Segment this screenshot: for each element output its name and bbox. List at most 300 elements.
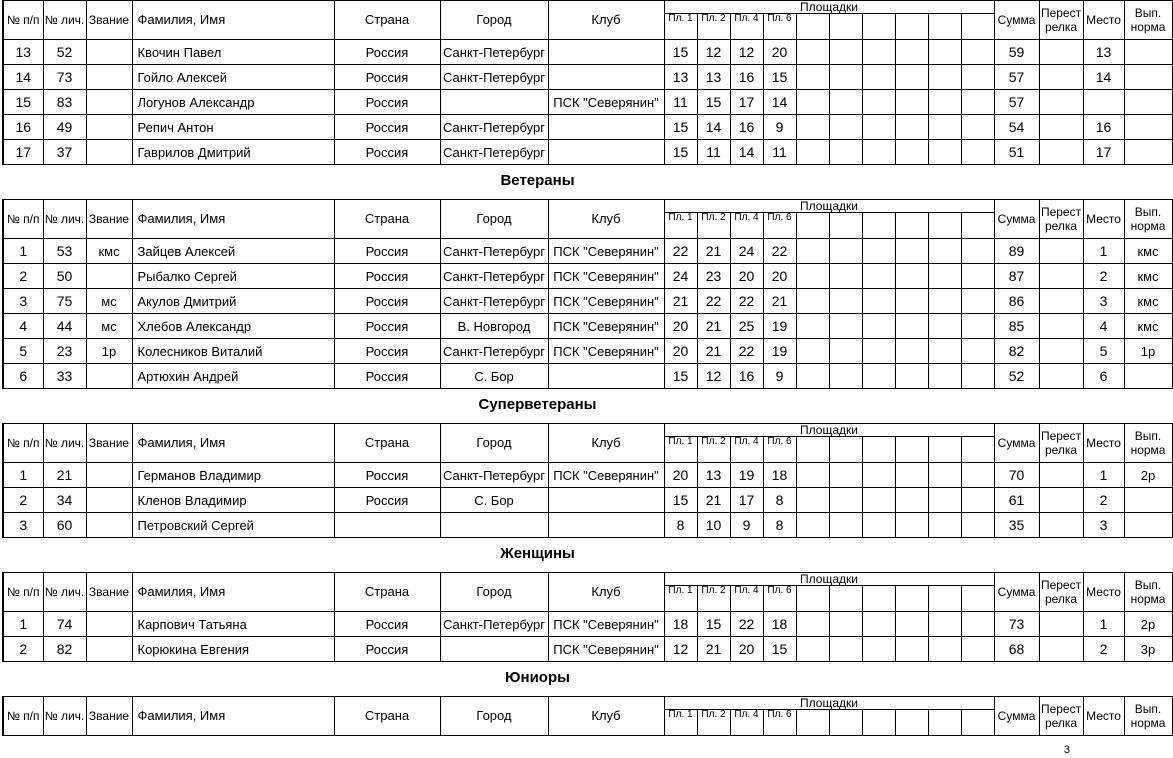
row-place: 17 [1083, 140, 1124, 165]
row-score-empty [895, 264, 928, 289]
row-score-empty [961, 289, 994, 314]
row-num: 17 [3, 140, 43, 165]
row-score-empty [928, 339, 961, 364]
row-city [440, 637, 548, 662]
header-area-col: Пл. 1 [664, 437, 697, 463]
header-club: Клуб [548, 200, 664, 239]
row-place: 6 [1083, 364, 1124, 389]
header-area-col [862, 586, 895, 612]
table-row [3, 314, 1172, 339]
row-score-empty [961, 140, 994, 165]
row-rank [86, 90, 132, 115]
row-score-empty [928, 513, 961, 538]
header-norm: Вып. норма [1124, 573, 1172, 612]
row-reshoot [1039, 488, 1083, 513]
header-place: Место [1083, 697, 1124, 736]
header-area-col: Пл. 1 [664, 213, 697, 239]
row-sum: 87 [994, 264, 1039, 289]
row-sum: 35 [994, 513, 1039, 538]
table-header [3, 200, 1172, 213]
row-place: 1 [1083, 612, 1124, 637]
header-num: № п/п [3, 1, 43, 40]
header-area-col: Пл. 2 [697, 710, 730, 736]
row-score: 16 [730, 65, 763, 90]
table-row [3, 140, 1172, 165]
header-club: Клуб [548, 697, 664, 736]
header-reshoot: Перестрелка [1039, 573, 1083, 612]
row-reshoot [1039, 264, 1083, 289]
row-norm [1124, 140, 1172, 165]
row-num: 3 [3, 513, 43, 538]
row-num: 5 [3, 339, 43, 364]
row-score: 21 [697, 637, 730, 662]
row-club [548, 513, 664, 538]
row-score-empty [829, 289, 862, 314]
row-score-empty [862, 612, 895, 637]
table-header [3, 697, 1172, 710]
header-club: Клуб [548, 573, 664, 612]
row-score-empty [895, 90, 928, 115]
header-area-col [928, 586, 961, 612]
row-score: 19 [763, 314, 796, 339]
row-score: 24 [664, 264, 697, 289]
row-score: 18 [763, 463, 796, 488]
header-area-col: Пл. 2 [697, 213, 730, 239]
row-score-empty [829, 115, 862, 140]
row-score-empty [928, 90, 961, 115]
row-country: Россия [334, 364, 440, 389]
row-norm: 1р [1124, 339, 1172, 364]
header-area-col: Пл. 2 [697, 586, 730, 612]
row-club: ПСК "Северянин" [548, 264, 664, 289]
row-city: Санкт-Петербург [440, 65, 548, 90]
row-score-empty [928, 115, 961, 140]
row-score-empty [829, 637, 862, 662]
row-lic: 82 [43, 637, 86, 662]
table-header [3, 573, 1172, 586]
row-sum: 52 [994, 364, 1039, 389]
row-rank [86, 637, 132, 662]
header-name: Фамилия, Имя [132, 573, 334, 612]
row-score: 20 [730, 637, 763, 662]
row-score-empty [928, 314, 961, 339]
header-rank: Звание [86, 697, 132, 736]
table-header [3, 424, 1172, 437]
row-score-empty [862, 314, 895, 339]
row-score: 13 [697, 65, 730, 90]
row-score-empty [829, 364, 862, 389]
row-reshoot [1039, 339, 1083, 364]
header-area-col [829, 437, 862, 463]
header-rank: Звание [86, 200, 132, 239]
row-score-empty [895, 65, 928, 90]
row-score-empty [829, 90, 862, 115]
header-lic: № лич. [43, 1, 86, 40]
row-sum: 82 [994, 339, 1039, 364]
row-rank: мс [86, 314, 132, 339]
row-score: 9 [763, 115, 796, 140]
row-name: Кленов Владимир [132, 488, 334, 513]
header-area-col [928, 14, 961, 40]
row-place: 3 [1083, 289, 1124, 314]
results-table [2, 572, 1173, 662]
row-name: Корюкина Евгения [132, 637, 334, 662]
row-city: Санкт-Петербург [440, 289, 548, 314]
row-norm [1124, 488, 1172, 513]
row-num: 1 [3, 612, 43, 637]
row-lic: 53 [43, 239, 86, 264]
row-norm [1124, 115, 1172, 140]
row-score-empty [961, 40, 994, 65]
table-row [3, 264, 1172, 289]
row-city: Санкт-Петербург [440, 239, 548, 264]
row-club [548, 65, 664, 90]
header-country: Страна [334, 424, 440, 463]
table-row [3, 40, 1172, 65]
row-score-empty [928, 364, 961, 389]
row-reshoot [1039, 239, 1083, 264]
row-sum: 68 [994, 637, 1039, 662]
row-score: 14 [763, 90, 796, 115]
row-score-empty [928, 239, 961, 264]
row-city: В. Новгород [440, 314, 548, 339]
row-score-empty [829, 513, 862, 538]
table-row [3, 637, 1172, 662]
header-lic: № лич. [43, 573, 86, 612]
header-lic: № лич. [43, 697, 86, 736]
row-norm: 2р [1124, 463, 1172, 488]
section-title: Ветераны [500, 172, 575, 189]
row-score-empty [928, 488, 961, 513]
row-num: 13 [3, 40, 43, 65]
row-place: 2 [1083, 264, 1124, 289]
row-city: Санкт-Петербург [440, 339, 548, 364]
row-score-empty [895, 289, 928, 314]
row-place: 3 [1083, 513, 1124, 538]
row-score-empty [796, 239, 829, 264]
row-place: 13 [1083, 40, 1124, 65]
row-norm: 2р [1124, 612, 1172, 637]
section-title: Юниоры [505, 669, 570, 686]
row-score: 15 [664, 140, 697, 165]
row-norm [1124, 513, 1172, 538]
row-score: 9 [730, 513, 763, 538]
header-area-col [961, 437, 994, 463]
row-reshoot [1039, 364, 1083, 389]
row-score-empty [895, 513, 928, 538]
header-area-col: Пл. 2 [697, 437, 730, 463]
header-area-col [829, 14, 862, 40]
header-area-col: Пл. 1 [664, 710, 697, 736]
table-row [3, 289, 1172, 314]
header-city: Город [440, 200, 548, 239]
header-area-col [862, 710, 895, 736]
row-name: Гойло Алексей [132, 65, 334, 90]
header-area-col: Пл. 6 [763, 213, 796, 239]
row-rank [86, 140, 132, 165]
row-score-empty [895, 488, 928, 513]
header-area-col [829, 586, 862, 612]
row-score: 14 [730, 140, 763, 165]
row-score-empty [829, 140, 862, 165]
row-score-empty [862, 140, 895, 165]
row-score: 15 [664, 115, 697, 140]
row-lic: 23 [43, 339, 86, 364]
row-lic: 49 [43, 115, 86, 140]
row-score: 13 [697, 463, 730, 488]
row-lic: 74 [43, 612, 86, 637]
header-reshoot: Перестрелка [1039, 424, 1083, 463]
row-rank [86, 488, 132, 513]
header-num: № п/п [3, 424, 43, 463]
row-score-empty [796, 612, 829, 637]
row-num: 6 [3, 364, 43, 389]
header-num: № п/п [3, 200, 43, 239]
row-score-empty [796, 488, 829, 513]
header-place: Место [1083, 200, 1124, 239]
row-score-empty [961, 513, 994, 538]
header-area-col [862, 437, 895, 463]
header-city: Город [440, 424, 548, 463]
row-reshoot [1039, 115, 1083, 140]
header-area-col [961, 710, 994, 736]
row-score-empty [862, 264, 895, 289]
row-rank [86, 40, 132, 65]
row-score-empty [895, 463, 928, 488]
row-name: Квочин Павел [132, 40, 334, 65]
row-score: 17 [730, 488, 763, 513]
row-norm: кмс [1124, 289, 1172, 314]
row-score-empty [829, 40, 862, 65]
row-country: Россия [334, 289, 440, 314]
row-sum: 85 [994, 314, 1039, 339]
header-num: № п/п [3, 697, 43, 736]
header-area-col [895, 710, 928, 736]
header-area-col: Пл. 6 [763, 437, 796, 463]
header-sum: Сумма [994, 200, 1039, 239]
row-country [334, 513, 440, 538]
row-score: 9 [763, 364, 796, 389]
section-title: Суперветераны [478, 396, 597, 413]
header-sum: Сумма [994, 1, 1039, 40]
row-score-empty [928, 612, 961, 637]
row-name: Карпович Татьяна [132, 612, 334, 637]
header-area-col: Пл. 6 [763, 710, 796, 736]
header-country: Страна [334, 200, 440, 239]
row-norm: 3р [1124, 637, 1172, 662]
row-country: Россия [334, 339, 440, 364]
table-row [3, 339, 1172, 364]
row-norm: кмс [1124, 239, 1172, 264]
row-score-empty [895, 612, 928, 637]
header-lic: № лич. [43, 424, 86, 463]
row-reshoot [1039, 65, 1083, 90]
header-areas: Площадки [664, 573, 994, 586]
header-area-col: Пл. 6 [763, 586, 796, 612]
row-score-empty [961, 488, 994, 513]
header-rank: Звание [86, 573, 132, 612]
row-sum: 57 [994, 65, 1039, 90]
row-score-empty [796, 90, 829, 115]
row-club [548, 364, 664, 389]
row-score-empty [796, 513, 829, 538]
row-score-empty [895, 314, 928, 339]
header-area-col [829, 213, 862, 239]
row-score: 13 [664, 65, 697, 90]
row-score: 16 [730, 115, 763, 140]
row-country: Россия [334, 65, 440, 90]
row-score: 8 [763, 513, 796, 538]
row-city: Санкт-Петербург [440, 612, 548, 637]
row-score-empty [862, 40, 895, 65]
table-row [3, 612, 1172, 637]
row-norm: кмс [1124, 264, 1172, 289]
row-score-empty [928, 264, 961, 289]
header-rank: Звание [86, 1, 132, 40]
row-rank [86, 513, 132, 538]
row-score: 20 [664, 314, 697, 339]
row-country: Россия [334, 488, 440, 513]
header-country: Страна [334, 1, 440, 40]
row-score: 18 [664, 612, 697, 637]
header-reshoot: Перестрелка [1039, 697, 1083, 736]
row-score-empty [928, 40, 961, 65]
results-table [2, 696, 1173, 736]
row-reshoot [1039, 314, 1083, 339]
row-num: 2 [3, 264, 43, 289]
row-num: 2 [3, 488, 43, 513]
results-table [2, 0, 1173, 165]
header-areas: Площадки [664, 1, 994, 14]
header-sum: Сумма [994, 697, 1039, 736]
header-area-col [928, 213, 961, 239]
table-row [3, 90, 1172, 115]
header-area-col [796, 14, 829, 40]
row-name: Колесников Виталий [132, 339, 334, 364]
row-score-empty [895, 637, 928, 662]
row-sum: 70 [994, 463, 1039, 488]
row-score: 15 [697, 612, 730, 637]
row-reshoot [1039, 40, 1083, 65]
results-table [2, 423, 1173, 538]
row-score: 19 [763, 339, 796, 364]
row-country: Россия [334, 264, 440, 289]
row-rank [86, 364, 132, 389]
row-rank [86, 65, 132, 90]
header-area-col [961, 586, 994, 612]
row-score: 15 [664, 40, 697, 65]
row-score-empty [796, 339, 829, 364]
row-country: Россия [334, 239, 440, 264]
row-score: 20 [763, 40, 796, 65]
row-lic: 75 [43, 289, 86, 314]
row-sum: 59 [994, 40, 1039, 65]
row-score-empty [961, 339, 994, 364]
row-sum: 54 [994, 115, 1039, 140]
header-area-col [796, 213, 829, 239]
row-name: Артюхин Андрей [132, 364, 334, 389]
row-score: 11 [664, 90, 697, 115]
row-club: ПСК "Северянин" [548, 314, 664, 339]
row-score-empty [895, 140, 928, 165]
row-sum: 73 [994, 612, 1039, 637]
header-country: Страна [334, 697, 440, 736]
row-score-empty [928, 463, 961, 488]
row-score-empty [862, 289, 895, 314]
header-name: Фамилия, Имя [132, 697, 334, 736]
table-row [3, 239, 1172, 264]
header-norm: Вып. норма [1124, 200, 1172, 239]
header-area-col [961, 213, 994, 239]
row-score-empty [862, 339, 895, 364]
row-reshoot [1039, 637, 1083, 662]
header-city: Город [440, 1, 548, 40]
header-area-col [862, 14, 895, 40]
header-name: Фамилия, Имя [132, 424, 334, 463]
header-sum: Сумма [994, 424, 1039, 463]
row-score-empty [862, 463, 895, 488]
header-area-col: Пл. 4 [730, 586, 763, 612]
row-country: Россия [334, 612, 440, 637]
row-score-empty [829, 314, 862, 339]
row-score-empty [796, 463, 829, 488]
row-score-empty [895, 339, 928, 364]
header-place: Место [1083, 1, 1124, 40]
row-place: 5 [1083, 339, 1124, 364]
row-name: Гаврилов Дмитрий [132, 140, 334, 165]
row-score: 14 [697, 115, 730, 140]
row-score-empty [829, 463, 862, 488]
header-rank: Звание [86, 424, 132, 463]
row-score: 21 [664, 289, 697, 314]
row-score-empty [961, 612, 994, 637]
row-score: 12 [697, 40, 730, 65]
row-score-empty [796, 40, 829, 65]
row-rank [86, 115, 132, 140]
header-areas: Площадки [664, 200, 994, 213]
header-area-col [895, 437, 928, 463]
header-place: Место [1083, 573, 1124, 612]
row-country: Россия [334, 115, 440, 140]
row-score: 12 [730, 40, 763, 65]
row-norm [1124, 364, 1172, 389]
header-area-col [796, 710, 829, 736]
row-reshoot [1039, 289, 1083, 314]
row-score: 15 [697, 90, 730, 115]
row-score: 21 [697, 488, 730, 513]
row-score: 15 [763, 65, 796, 90]
row-lic: 33 [43, 364, 86, 389]
header-area-col: Пл. 6 [763, 14, 796, 40]
row-score: 22 [730, 339, 763, 364]
header-area-col [895, 14, 928, 40]
row-place: 1 [1083, 463, 1124, 488]
row-lic: 52 [43, 40, 86, 65]
row-score-empty [862, 364, 895, 389]
row-score-empty [862, 513, 895, 538]
row-score-empty [796, 289, 829, 314]
row-score: 15 [664, 364, 697, 389]
row-score-empty [796, 140, 829, 165]
header-area-col [829, 710, 862, 736]
header-area-col: Пл. 4 [730, 710, 763, 736]
header-area-col [862, 213, 895, 239]
header-areas: Площадки [664, 697, 994, 710]
header-area-col [928, 437, 961, 463]
row-score: 12 [697, 364, 730, 389]
row-club: ПСК "Северянин" [548, 637, 664, 662]
header-area-col: Пл. 4 [730, 14, 763, 40]
